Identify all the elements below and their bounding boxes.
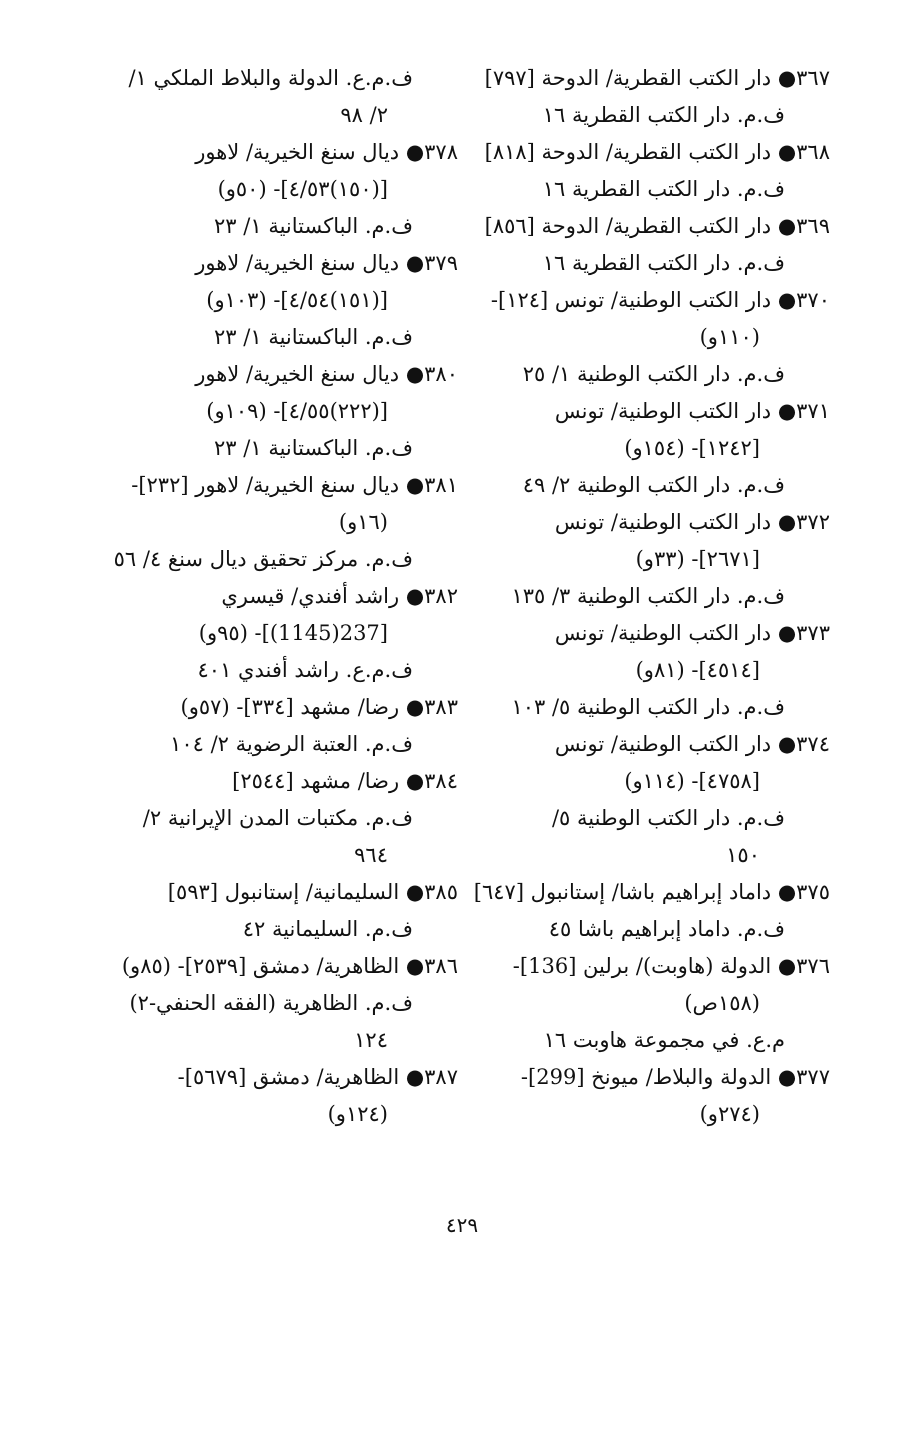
entry-note: ف.م. الباكستانية ١/ ٢٣ bbox=[214, 214, 413, 238]
entry-line: ٣٨٦● الظاهرية/ دمشق [٢٥٣٩]- (٨٥و) bbox=[121, 954, 458, 978]
catalog-entry-370 bbox=[470, 282, 830, 393]
catalog-entry-378 bbox=[98, 134, 458, 245]
entry-note-continued: ١٢٤ bbox=[354, 1028, 388, 1052]
entry-line: ٣٧٩● ديال سنغ الخيرية/ لاهور bbox=[195, 251, 458, 275]
entry-note-continued: ٩٦٤ bbox=[354, 843, 388, 867]
entry-note: ف.م. دار الكتب الوطنية ٥/ bbox=[551, 806, 785, 830]
catalog-entry-367 bbox=[470, 60, 830, 134]
entry-line-continued: [٤٥١٤]- (٨١و) bbox=[635, 658, 760, 682]
entry-note: ف.م.ع. الدولة والبلاط الملكي ١/ bbox=[128, 66, 413, 90]
entry-line: ٣٨٠● ديال سنغ الخيرية/ لاهور bbox=[195, 362, 458, 386]
entry-line: ٣٧٦● الدولة (هاوبت)/ برلين [136]- bbox=[512, 954, 830, 978]
entry-line-continued: (١١٠و) bbox=[699, 325, 760, 349]
catalog-entry-386 bbox=[98, 948, 458, 1059]
entry-note: ف.م. داماد إبراهيم باشا ٤٥ bbox=[548, 917, 785, 941]
entry-line: ٣٧٣● دار الكتب الوطنية/ تونس bbox=[554, 621, 830, 645]
entry-note: م.ع. في مجموعة هاوبت ١٦ bbox=[543, 1028, 785, 1052]
catalog-entry-371 bbox=[470, 393, 830, 504]
entry-line: ٣٨٢● راشد أفندي/ قيسري bbox=[221, 584, 458, 608]
entry-line: ٣٦٩● دار الكتب القطرية/ الدوحة [٨٥٦] bbox=[484, 214, 830, 238]
entry-line: ٣٨١● ديال سنغ الخيرية/ لاهور [٢٣٢]- bbox=[131, 473, 458, 497]
entry-line: ٣٦٨● دار الكتب القطرية/ الدوحة [٨١٨] bbox=[484, 140, 830, 164]
entry-line: ٣٨٤● رضا/ مشهد [٢٥٤٤] bbox=[232, 769, 458, 793]
entry-line-continued: [237(1145)]- (٩٥و) bbox=[198, 621, 388, 645]
catalog-entry-375 bbox=[470, 874, 830, 948]
catalog-entry-385 bbox=[98, 874, 458, 948]
entry-note-continued: ١٥٠ bbox=[726, 843, 760, 867]
entry-note: ف.م. دار الكتب الوطنية ٢/ ٤٩ bbox=[522, 473, 785, 497]
catalog-entry-384 bbox=[98, 763, 458, 874]
entry-line: ٣٦٧● دار الكتب القطرية/ الدوحة [٧٩٧] bbox=[484, 66, 830, 90]
entry-line-continued: (١٢٤و) bbox=[327, 1102, 388, 1126]
entry-line: ٣٧٤● دار الكتب الوطنية/ تونس bbox=[554, 732, 830, 756]
entry-note: ف.م. دار الكتب القطرية ١٦ bbox=[542, 251, 785, 275]
entry-line: ٣٨٣● رضا/ مشهد [٣٣٤]- (٥٧و) bbox=[180, 695, 458, 719]
entry-note: ف.م. العتبة الرضوية ٢/ ١٠٤ bbox=[170, 732, 413, 756]
entry-line-continued: (١٥٨ص) bbox=[684, 991, 760, 1015]
entry-line: ٣٧٢● دار الكتب الوطنية/ تونس bbox=[554, 510, 830, 534]
catalog-entry-382 bbox=[98, 578, 458, 689]
catalog-entry-381 bbox=[98, 467, 458, 578]
entry-line: ٣٧٧● الدولة والبلاط/ ميونخ [299]- bbox=[520, 1065, 830, 1089]
catalog-entry-383 bbox=[98, 689, 458, 763]
entry-note: ف.م. دار الكتب الوطنية ١/ ٢٥ bbox=[522, 362, 785, 386]
entry-note: ف.م. مكتبات المدن الإيرانية ٢/ bbox=[142, 806, 413, 830]
catalog-entry-376 bbox=[470, 948, 830, 1059]
catalog-entry-387 bbox=[98, 1059, 458, 1133]
entry-line-continued: [٢٦٧١]- (٣٣و) bbox=[635, 547, 760, 571]
left-column bbox=[98, 60, 458, 1133]
entry-line-continued: [(١٥٠)٤/٥٣]- (٥٠و) bbox=[217, 177, 388, 201]
catalog-entry-368 bbox=[470, 134, 830, 208]
entry-line-continued: (٢٧٤و) bbox=[699, 1102, 760, 1126]
entry-note: ف.م. مركز تحقيق ديال سنغ ٤/ ٥٦ bbox=[113, 547, 413, 571]
entry-line-continued: (١٦و) bbox=[338, 510, 388, 534]
catalog-entry-377-note bbox=[98, 60, 458, 134]
entry-note: ف.م. الباكستانية ١/ ٢٣ bbox=[214, 325, 413, 349]
entry-line: ٣٧٨● ديال سنغ الخيرية/ لاهور bbox=[195, 140, 458, 164]
entry-line-continued: [(٢٢٢)٤/٥٥]- (١٠٩و) bbox=[206, 399, 388, 423]
catalog-entry-372 bbox=[470, 504, 830, 615]
page-number: ٤٢٩ bbox=[445, 1213, 479, 1237]
catalog-entry-373 bbox=[470, 615, 830, 726]
entry-note: ف.م. الباكستانية ١/ ٢٣ bbox=[214, 436, 413, 460]
entry-note: ف.م. السليمانية ٤٢ bbox=[242, 917, 413, 941]
catalog-entry-379 bbox=[98, 245, 458, 356]
entry-note: ف.م. دار الكتب القطرية ١٦ bbox=[542, 177, 785, 201]
catalog-entry-377 bbox=[470, 1059, 830, 1133]
catalog-entry-374 bbox=[470, 726, 830, 874]
entry-line: ٣٧١● دار الكتب الوطنية/ تونس bbox=[554, 399, 830, 423]
catalog-entry-380 bbox=[98, 356, 458, 467]
entry-line: ٣٨٧● الظاهرية/ دمشق [٥٦٧٩]- bbox=[177, 1065, 458, 1089]
entry-note-continued: ٢/ ٩٨ bbox=[340, 103, 388, 127]
entry-note: ف.م. دار الكتب الوطنية ٥/ ١٠٣ bbox=[511, 695, 785, 719]
entry-line: ٣٧٥● داماد إبراهيم باشا/ إستانبول [٦٤٧] bbox=[473, 880, 830, 904]
entry-note: ف.م. دار الكتب الوطنية ٣/ ١٣٥ bbox=[511, 584, 785, 608]
entry-note: ف.م. الظاهرية (الفقه الحنفي-٢) bbox=[129, 991, 413, 1015]
entry-line-continued: [١٢٤٢]- (١٥٤و) bbox=[624, 436, 760, 460]
entry-note: ف.م.ع. راشد أفندي ٤٠١ bbox=[197, 658, 413, 682]
entry-line: ٣٧٠● دار الكتب الوطنية/ تونس [١٢٤]- bbox=[490, 288, 830, 312]
entry-line-continued: [(١٥١)٤/٥٤]- (١٠٣و) bbox=[206, 288, 388, 312]
entry-line-continued: [٤٧٥٨]- (١١٤و) bbox=[624, 769, 760, 793]
entry-line: ٣٨٥● السليمانية/ إستانبول [٥٩٣] bbox=[167, 880, 458, 904]
entry-note: ف.م. دار الكتب القطرية ١٦ bbox=[542, 103, 785, 127]
catalog-entry-369 bbox=[470, 208, 830, 282]
right-column bbox=[470, 60, 830, 1133]
